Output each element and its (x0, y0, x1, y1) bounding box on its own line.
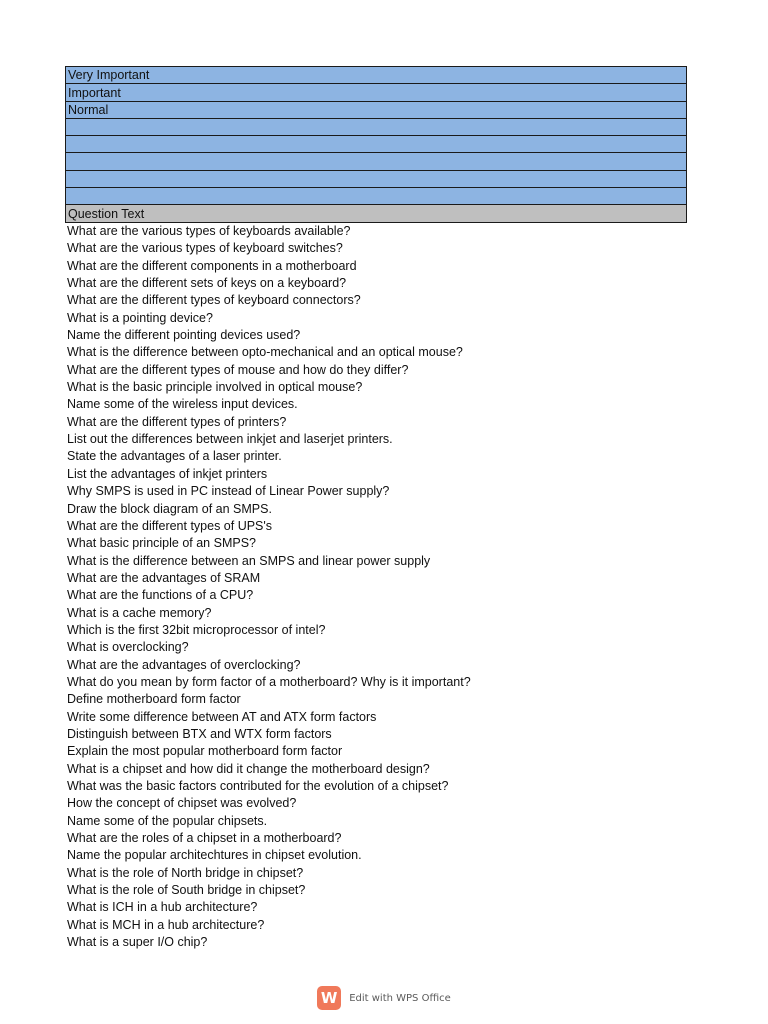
question-item: What is the difference between an SMPS and linear power supply (67, 553, 431, 568)
question-item: How the concept of chipset was evolved? (67, 796, 297, 811)
legend-cell: Important (66, 84, 687, 101)
question-item: What are the different types of UPS's (67, 518, 273, 533)
question-item: What is the basic principle involved in optical mouse? (67, 380, 363, 395)
edit-with-wps-label[interactable]: Edit with WPS Office (349, 992, 451, 1004)
question-item: Name the popular architechtures in chipset evolution. (67, 848, 362, 863)
question-item: What is the role of South bridge in chipset? (67, 883, 306, 898)
question-item: What is the role of North bridge in chipset? (67, 865, 304, 880)
priority-legend-table (65, 66, 687, 223)
question-item: What basic principle of an SMPS? (67, 536, 256, 551)
question-item: What is ICH in a hub architecture? (67, 900, 258, 915)
question-item: What are the different types of keyboard connectors? (67, 293, 361, 308)
question-item: List the advantages of inkjet printers (67, 466, 268, 481)
question-item: Draw the block diagram of an SMPS. (67, 501, 272, 516)
question-item: What are the different types of mouse and how do they differ? (67, 362, 409, 377)
question-item: What are the advantages of SRAM (67, 570, 261, 585)
legend-cell (66, 118, 687, 135)
question-item: What are the advantages of overclocking? (67, 657, 301, 672)
question-item: What is MCH in a hub architecture? (67, 917, 265, 932)
question-item: What is a chipset and how did it change the motherboard design? (67, 761, 430, 776)
legend-cell: Normal (66, 101, 687, 118)
question-item: Distinguish between BTX and WTX form factors (67, 726, 332, 741)
legend-cell (66, 153, 687, 170)
question-item: What is the difference between opto-mechanical and an optical mouse? (67, 345, 463, 360)
legend-row (66, 205, 687, 222)
legend-row (66, 118, 687, 135)
question-item: What is a pointing device? (67, 310, 213, 325)
question-item: What do you mean by form factor of a motherboard? Why is it important? (67, 674, 471, 689)
question-item: State the advantages of a laser printer. (67, 449, 282, 464)
question-item: Define motherboard form factor (67, 692, 241, 707)
legend-row (66, 153, 687, 170)
legend-cell (66, 136, 687, 153)
question-item: What are the various types of keyboards available? (67, 224, 351, 238)
question-item: What is overclocking? (67, 640, 189, 655)
legend-cell: Question Text (66, 205, 687, 222)
question-item: List out the differences between inkjet and laserjet printers. (67, 432, 393, 447)
legend-row (66, 101, 687, 118)
question-item: Name the different pointing devices used? (67, 328, 301, 343)
legend-cell (66, 188, 687, 205)
question-item: Name some of the wireless input devices. (67, 397, 298, 412)
question-item: Write some difference between AT and ATX form factors (67, 709, 377, 724)
question-item: What is a cache memory? (67, 605, 212, 620)
question-item: Explain the most popular motherboard form factor (67, 744, 343, 759)
question-item: What are the roles of a chipset in a motherboard? (67, 831, 342, 846)
legend-row (66, 136, 687, 153)
question-item: Which is the first 32bit microprocessor of intel? (67, 622, 326, 637)
wps-footer[interactable] (0, 986, 768, 1010)
question-item: What are the various types of keyboard switches? (67, 241, 343, 256)
legend-row (66, 170, 687, 187)
question-item: What are the different sets of keys on a keyboard? (67, 276, 347, 291)
question-item: What are the different components in a motherboard (67, 258, 357, 273)
legend-cell (66, 170, 687, 187)
legend-row (66, 84, 687, 101)
wps-office-icon: W (317, 986, 341, 1010)
question-item: What was the basic factors contributed for the evolution of a chipset? (67, 779, 449, 793)
question-item: What are the different types of printers? (67, 414, 287, 429)
question-item: What is a super I/O chip? (67, 935, 208, 950)
question-item: Why SMPS is used in PC instead of Linear Power supply? (67, 484, 390, 499)
legend-row (66, 188, 687, 205)
legend-row (66, 67, 687, 84)
question-item: What are the functions of a CPU? (67, 588, 254, 603)
legend-cell: Very Important (66, 67, 687, 84)
question-item: Name some of the popular chipsets. (67, 813, 268, 828)
question-list (67, 223, 471, 951)
